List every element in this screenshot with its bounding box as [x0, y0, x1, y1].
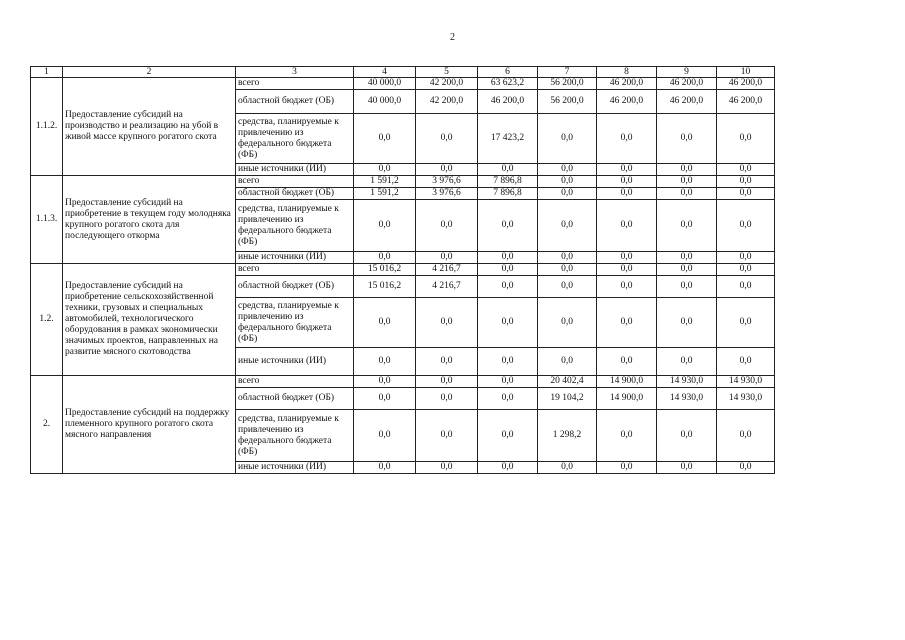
value-cell: 0,0	[597, 348, 657, 376]
value-cell: 20 402,4	[538, 376, 597, 388]
value-cell: 0,0	[657, 252, 717, 264]
value-cell: 40 000,0	[354, 78, 416, 90]
section-name: Предоставление субсидий на приобретение в текущем году молодняка крупного рогатого скота для последующего откорма	[63, 176, 236, 264]
value-cell: 0,0	[657, 462, 717, 474]
value-cell: 0,0	[657, 200, 717, 252]
funding-source-label: иные источники (ИИ)	[236, 348, 354, 376]
header-cell: 9	[657, 67, 717, 78]
value-cell: 19 104,2	[538, 388, 597, 410]
value-cell: 0,0	[478, 276, 538, 298]
header-cell: 8	[597, 67, 657, 78]
section-code: 2.	[31, 376, 63, 474]
value-cell: 0,0	[416, 114, 478, 164]
value-cell: 0,0	[717, 410, 775, 462]
value-cell: 1 298,2	[538, 410, 597, 462]
value-cell: 0,0	[478, 252, 538, 264]
funding-source-label: средства, планируемые к привлечению из федерального бюджета (ФБ)	[236, 410, 354, 462]
page-number: 2	[450, 32, 455, 43]
value-cell: 3 976,6	[416, 176, 478, 188]
value-cell: 56 200,0	[538, 78, 597, 90]
header-cell: 2	[63, 67, 236, 78]
table-row	[31, 376, 775, 388]
value-cell: 0,0	[354, 252, 416, 264]
value-cell: 0,0	[717, 176, 775, 188]
value-cell: 0,0	[538, 264, 597, 276]
header-cell: 6	[478, 67, 538, 78]
value-cell: 0,0	[478, 388, 538, 410]
header-cell: 7	[538, 67, 597, 78]
value-cell: 46 200,0	[657, 78, 717, 90]
value-cell: 0,0	[597, 252, 657, 264]
header-cell: 4	[354, 67, 416, 78]
header-row	[31, 67, 775, 78]
value-cell: 4 216,7	[416, 264, 478, 276]
funding-source-label: иные источники (ИИ)	[236, 164, 354, 176]
value-cell: 0,0	[416, 462, 478, 474]
value-cell: 14 930,0	[717, 388, 775, 410]
value-cell: 40 000,0	[354, 90, 416, 114]
value-cell: 0,0	[478, 200, 538, 252]
value-cell: 0,0	[717, 462, 775, 474]
value-cell: 0,0	[717, 298, 775, 348]
funding-source-label: областной бюджет (ОБ)	[236, 188, 354, 200]
value-cell: 0,0	[538, 462, 597, 474]
value-cell: 56 200,0	[538, 90, 597, 114]
value-cell: 0,0	[597, 200, 657, 252]
value-cell: 0,0	[657, 298, 717, 348]
value-cell: 0,0	[354, 462, 416, 474]
value-cell: 0,0	[478, 410, 538, 462]
value-cell: 0,0	[538, 252, 597, 264]
value-cell: 0,0	[354, 200, 416, 252]
value-cell: 63 623,2	[478, 78, 538, 90]
funding-source-label: областной бюджет (ОБ)	[236, 388, 354, 410]
value-cell: 0,0	[478, 462, 538, 474]
value-cell: 46 200,0	[597, 78, 657, 90]
funding-source-label: иные источники (ИИ)	[236, 462, 354, 474]
value-cell: 0,0	[657, 164, 717, 176]
funding-source-label: всего	[236, 78, 354, 90]
table-row	[31, 176, 775, 188]
section-name: Предоставление субсидий на поддержку племенного крупного рогатого скота мясного направления	[63, 376, 236, 474]
section-name: Предоставление субсидий на производство и реализацию на убой в живой массе крупного рогатого скота	[63, 78, 236, 176]
funding-source-label: всего	[236, 376, 354, 388]
value-cell: 0,0	[416, 200, 478, 252]
value-cell: 46 200,0	[717, 78, 775, 90]
funding-source-label: средства, планируемые к привлечению из федерального бюджета (ФБ)	[236, 200, 354, 252]
value-cell: 0,0	[478, 298, 538, 348]
value-cell: 0,0	[597, 114, 657, 164]
value-cell: 17 423,2	[478, 114, 538, 164]
value-cell: 0,0	[538, 176, 597, 188]
value-cell: 0,0	[717, 348, 775, 376]
value-cell: 0,0	[597, 298, 657, 348]
funding-source-label: областной бюджет (ОБ)	[236, 276, 354, 298]
value-cell: 0,0	[538, 348, 597, 376]
value-cell: 0,0	[416, 388, 478, 410]
value-cell: 0,0	[597, 410, 657, 462]
value-cell: 0,0	[538, 164, 597, 176]
value-cell: 0,0	[657, 114, 717, 164]
value-cell: 0,0	[717, 276, 775, 298]
value-cell: 0,0	[354, 348, 416, 376]
table-row	[31, 78, 775, 90]
value-cell: 1 591,2	[354, 176, 416, 188]
value-cell: 0,0	[597, 176, 657, 188]
value-cell: 0,0	[657, 264, 717, 276]
section-name: Предоставление субсидий на приобретение сельскохозяйственной техники, грузовых и специальных автомобилей, технологического оборудования в рамках экономически значимых проектов, направленных на развитие мясного скотоводства	[63, 264, 236, 376]
value-cell: 4 216,7	[416, 276, 478, 298]
value-cell: 0,0	[597, 188, 657, 200]
value-cell: 14 900,0	[597, 388, 657, 410]
value-cell: 15 016,2	[354, 264, 416, 276]
value-cell: 0,0	[717, 252, 775, 264]
value-cell: 0,0	[657, 276, 717, 298]
value-cell: 0,0	[478, 348, 538, 376]
value-cell: 7 896,8	[478, 176, 538, 188]
budget-table	[30, 66, 775, 474]
value-cell: 0,0	[657, 188, 717, 200]
value-cell: 0,0	[478, 164, 538, 176]
value-cell: 14 930,0	[717, 376, 775, 388]
value-cell: 46 200,0	[717, 90, 775, 114]
value-cell: 0,0	[416, 376, 478, 388]
value-cell: 0,0	[416, 298, 478, 348]
value-cell: 42 200,0	[416, 78, 478, 90]
value-cell: 0,0	[538, 298, 597, 348]
value-cell: 0,0	[657, 176, 717, 188]
section-code: 1.1.2.	[31, 78, 63, 176]
value-cell: 14 930,0	[657, 376, 717, 388]
value-cell: 0,0	[597, 164, 657, 176]
value-cell: 0,0	[354, 410, 416, 462]
value-cell: 0,0	[416, 410, 478, 462]
value-cell: 0,0	[478, 376, 538, 388]
value-cell: 14 930,0	[657, 388, 717, 410]
header-cell: 1	[31, 67, 63, 78]
value-cell: 0,0	[538, 200, 597, 252]
funding-source-label: средства, планируемые к привлечению из федерального бюджета (ФБ)	[236, 114, 354, 164]
value-cell: 0,0	[717, 114, 775, 164]
funding-source-label: областной бюджет (ОБ)	[236, 90, 354, 114]
value-cell: 42 200,0	[416, 90, 478, 114]
value-cell: 0,0	[538, 114, 597, 164]
value-cell: 0,0	[717, 188, 775, 200]
value-cell: 7 896,8	[478, 188, 538, 200]
funding-source-label: всего	[236, 176, 354, 188]
value-cell: 0,0	[354, 388, 416, 410]
header-cell: 5	[416, 67, 478, 78]
value-cell: 0,0	[538, 188, 597, 200]
section-code: 1.1.3.	[31, 176, 63, 264]
value-cell: 0,0	[354, 376, 416, 388]
value-cell: 0,0	[717, 264, 775, 276]
value-cell: 0,0	[657, 348, 717, 376]
funding-source-label: иные источники (ИИ)	[236, 252, 354, 264]
table-row	[31, 264, 775, 276]
value-cell: 0,0	[416, 252, 478, 264]
value-cell: 0,0	[538, 276, 597, 298]
value-cell: 0,0	[597, 264, 657, 276]
funding-source-label: всего	[236, 264, 354, 276]
value-cell: 0,0	[597, 276, 657, 298]
section-code: 1.2.	[31, 264, 63, 376]
value-cell: 0,0	[354, 298, 416, 348]
header-cell: 3	[236, 67, 354, 78]
value-cell: 0,0	[416, 164, 478, 176]
value-cell: 14 900,0	[597, 376, 657, 388]
value-cell: 0,0	[354, 164, 416, 176]
value-cell: 1 591,2	[354, 188, 416, 200]
value-cell: 3 976,6	[416, 188, 478, 200]
value-cell: 0,0	[597, 462, 657, 474]
value-cell: 15 016,2	[354, 276, 416, 298]
value-cell: 0,0	[717, 200, 775, 252]
value-cell: 0,0	[478, 264, 538, 276]
value-cell: 0,0	[416, 348, 478, 376]
funding-source-label: средства, планируемые к привлечению из федерального бюджета (ФБ)	[236, 298, 354, 348]
value-cell: 46 200,0	[657, 90, 717, 114]
value-cell: 0,0	[354, 114, 416, 164]
value-cell: 46 200,0	[478, 90, 538, 114]
header-cell: 10	[717, 67, 775, 78]
value-cell: 46 200,0	[597, 90, 657, 114]
value-cell: 0,0	[717, 164, 775, 176]
value-cell: 0,0	[657, 410, 717, 462]
